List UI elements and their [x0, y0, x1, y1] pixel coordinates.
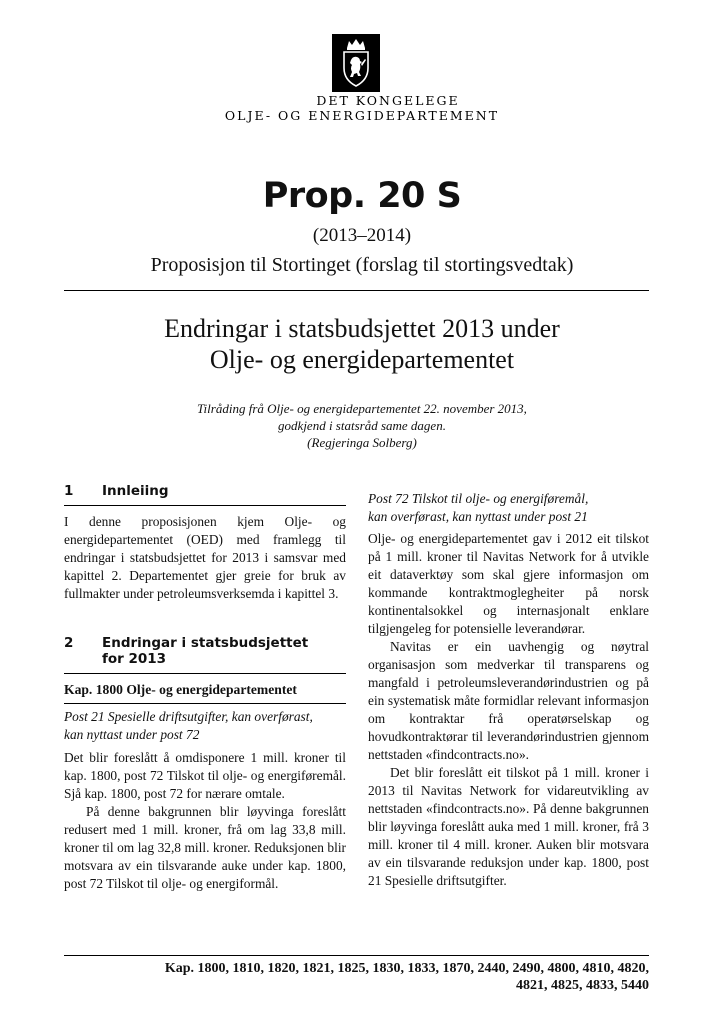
kap-1800-heading: Kap. 1800 Olje- og energidepartementet	[64, 682, 297, 697]
section1-heading	[64, 483, 346, 499]
post72-paragraph3: Det blir foreslått eit tilskot på 1 mill. kroner i 2013 til Navitas Network for vidareutvikling av nettstaden «findcontracts.no». På denne bakgrunnen blir løyvinga foreslått auka med 1 mill. kroner, frå 3 mill. kroner til 4 mill. kroner. Auken blir motsvara av ein tilsvarande reduksjon under kap. 1800, post 21 Spesielle driftsutgifter.	[368, 765, 649, 888]
section2-number: 2	[64, 635, 74, 651]
document-title-line1: Endringar i statsbudsjettet 2013 under	[164, 314, 560, 343]
approval-note	[0, 400, 724, 451]
approval-line2: godkjend i statsråd same dagen.	[278, 418, 446, 433]
approval-line1: Tilråding frå Olje- og energidepartementet 22. november 2013,	[197, 401, 527, 416]
section1-title: Innleiing	[102, 483, 169, 499]
section2-heading	[64, 635, 346, 667]
right-column	[368, 490, 649, 890]
section1-number: 1	[64, 483, 74, 499]
document-subtitle: Proposisjon til Stortinget (forslag til stortingsvedtak)	[150, 254, 574, 276]
post21-paragraph2: På denne bakgrunnen blir løyvinga foreslått redusert med 1 mill. kroner, frå om lag 33,8 mill. kroner til om lag 32,8 mill. kroner. Reduksjonen blir motsvara av ein tilsvarande auke under kap. 1800, post 72 Tilskot til olje- og energiformål.	[64, 804, 346, 891]
kap-rule	[64, 703, 346, 704]
ministry-name-line2: OLJE- OG ENERGIDEPARTEMENT	[224, 108, 500, 123]
ministry-name-line1: DET KONGELEGE	[316, 93, 460, 108]
coat-of-arms-logo	[332, 34, 380, 92]
footer-rule	[64, 955, 649, 956]
proposition-number: Prop. 20 S	[262, 176, 462, 216]
approval-line3: (Regjeringa Solberg)	[307, 435, 417, 450]
post21-paragraph1: Det blir foreslått å omdisponere 1 mill. kroner til kap. 1800, post 72 Tilskot til olje- og energiføremål. Sjå kap. 1800, post 72 for nærare omtale.	[64, 750, 346, 801]
section2-rule	[64, 673, 346, 674]
left-column	[64, 483, 346, 893]
document-title	[0, 313, 724, 375]
post72-paragraph2: Navitas er ein uavhengig og nøytral organisasjon som medverkar til transparens og mangfald i petroleumsleverandørindustrien og på ein systematisk måte formidlar relevant informasjon om kontraktar frå operatørselskap og hovudkontraktørar til leverandørindustrien gjennom nettstaden «findcontracts.no».	[368, 639, 649, 762]
post21-heading-line2: kan nyttast under post 72	[64, 727, 200, 742]
session-years: (2013–2014)	[312, 225, 412, 246]
footer-line2: 4821, 4825, 4833, 5440	[516, 978, 649, 993]
post72-heading-line2: kan overførast, kan nyttast under post 21	[368, 509, 588, 524]
footer-line1: Kap. 1800, 1810, 1820, 1821, 1825, 1830, 1833, 1870, 2440, 2490, 4800, 4810, 4820,	[164, 961, 649, 976]
chapter-list-footer	[165, 960, 649, 994]
document-title-line2: Olje- og energidepartementet	[209, 345, 515, 374]
section1-rule	[64, 505, 346, 506]
post72-heading-line1: Post 72 Tilskot til olje- og energiføremål,	[368, 491, 589, 506]
section1-body: I denne proposisjonen kjem Olje- og energidepartementet (OED) med framlegg til endringar i statsbudsjettet for 2013 i samsvar med kapittel 2. Departementet gjer greie for bruk av fullmakter under petroleumsverksemda i kapittel 3.	[64, 514, 346, 601]
post21-heading-line1: Post 21 Spesielle driftsutgifter, kan overførast,	[64, 709, 313, 724]
title-divider	[64, 290, 649, 291]
section2-title-line2: for 2013	[102, 651, 167, 667]
post72-paragraph1: Olje- og energidepartementet gav i 2012 eit tilskot på 1 mill. kroner til Navitas Network for å utvikle eit dataverktøy som skal gjere informasjon om kommande kontraktmoglegheiter på norsk kontinentalsokkel og internasjonalt enklare tilgjengeleg for potensielle leverandørar.	[368, 531, 649, 636]
section2-title-line1: Endringar i statsbudsjettet	[102, 635, 309, 651]
